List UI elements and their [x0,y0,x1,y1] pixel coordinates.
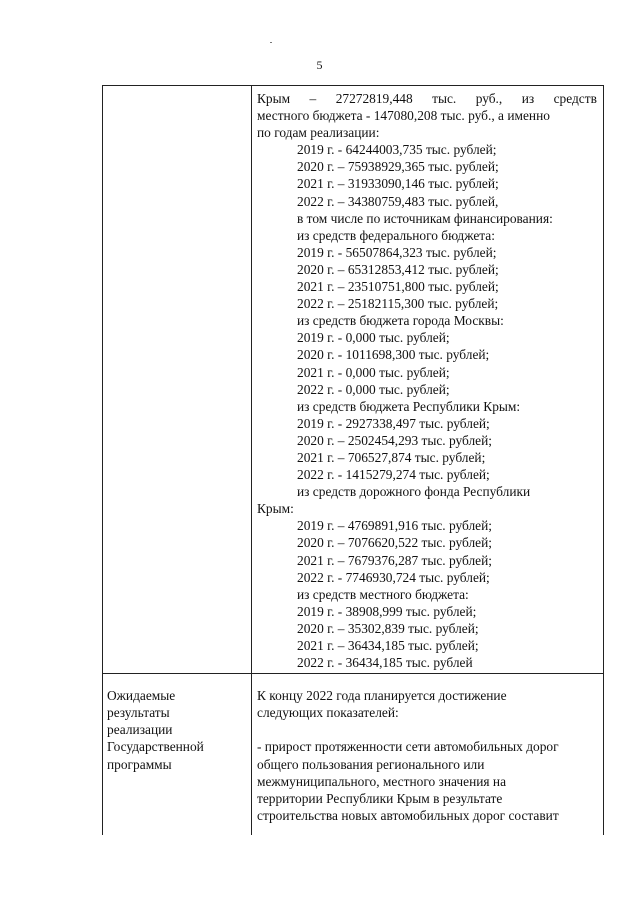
first-line-word: – [309,91,317,106]
funding-line: 2021 г. – 706527,874 тыс. рублей; [297,449,486,465]
funding-line: 2020 г. – 65312853,412 тыс. рублей; [297,261,499,277]
funding-line: 2019 г. - 38908,999 тыс. рублей; [297,603,477,619]
results-content-line: К концу 2022 года планируется достижение [257,688,507,704]
funding-line: 2019 г. - 2927338,497 тыс. рублей; [297,415,490,431]
funding-line: Крым: [257,501,294,517]
funding-line: из средств местного бюджета: [297,586,469,602]
funding-label-cell [103,86,252,674]
funding-line: 2022 г. - 1415279,274 тыс. рублей; [297,467,490,483]
expected-results-label [107,687,247,772]
funding-line: 2020 г. – 35302,839 тыс. рублей; [297,620,479,636]
funding-line: из средств дорожного фонда Республики [297,484,531,500]
expected-results-label-cell [103,674,252,836]
results-label-line: результаты [107,705,170,721]
funding-line: 2021 г. - 0,000 тыс. рублей; [297,364,450,380]
funding-line: 2020 г. - 1011698,300 тыс. рублей; [297,347,490,363]
funding-first-line [257,90,597,107]
results-content-line: межмуниципального, местного значения на [257,773,507,789]
expected-results-row [103,674,604,836]
funding-line: из средств бюджета Республики Крым: [297,398,521,414]
first-line-word: руб., [475,91,503,106]
expected-results-content [257,687,597,824]
page-number: 5 [316,58,323,72]
funding-line: 2019 г. - 56507864,323 тыс. рублей; [297,244,497,260]
results-content-line: территории Республики Крым в результате [257,790,503,806]
funding-line: местного бюджета - 147080,208 тыс. руб., а именно [257,108,550,124]
funding-line: 2021 г. – 7679376,287 тыс. рублей; [297,552,493,568]
expected-results-content-cell [252,674,604,836]
funding-line: 2022 г. - 0,000 тыс. рублей; [297,381,450,397]
scan-speck [270,42,272,43]
funding-lines [257,107,597,671]
first-line-word: 27272819,448 [335,91,413,106]
funding-line: 2019 г. - 64244003,735 тыс. рублей; [297,142,497,158]
results-label-line: Ожидаемые [107,688,176,704]
funding-line: 2021 г. – 31933090,146 тыс. рублей; [297,176,499,192]
funding-line: 2022 г. – 34380759,483 тыс. рублей, [297,193,499,209]
funding-line: 2021 г. – 23510751,800 тыс. рублей; [297,279,499,295]
funding-line: по годам реализации: [257,125,380,141]
funding-line: 2020 г. – 75938929,365 тыс. рублей; [297,159,499,175]
funding-line: из средств федерального бюджета: [297,227,495,243]
first-line-word: тыс. [432,91,457,106]
results-label-line: программы [107,756,172,772]
first-line-word: средств [553,91,597,106]
first-line-word: из [521,91,535,106]
funding-continuation-row [103,86,604,674]
results-content-line: общего пользования регионального или [257,756,485,772]
results-label-line: реализации [107,722,173,738]
first-line-word: Крым [257,91,291,106]
results-content-line [257,721,597,738]
funding-line: в том числе по источникам финансирования: [297,210,553,226]
funding-line: 2022 г. - 7746930,724 тыс. рублей; [297,569,490,585]
results-content-line: следующих показателей: [257,705,399,721]
funding-line: из средств бюджета города Москвы: [297,313,504,329]
funding-line: 2020 г. – 7076620,522 тыс. рублей; [297,535,493,551]
funding-line: 2022 г. - 36434,185 тыс. рублей [297,655,473,671]
funding-line: 2020 г. – 2502454,293 тыс. рублей; [297,432,493,448]
funding-line: 2019 г. - 0,000 тыс. рублей; [297,330,450,346]
funding-line: 2019 г. – 4769891,916 тыс. рублей; [297,518,493,534]
funding-line: 2021 г. – 36434,185 тыс. рублей; [297,638,479,653]
funding-content-cell [252,86,604,674]
results-content-line: - прирост протяженности сети автомобильных дорог [257,739,559,755]
results-content-line: строительства новых автомобильных дорог составит [257,807,559,823]
program-passport-table [102,85,604,835]
results-label-line: Государственной [107,739,204,755]
funding-line: 2022 г. – 25182115,300 тыс. рублей; [297,296,499,312]
